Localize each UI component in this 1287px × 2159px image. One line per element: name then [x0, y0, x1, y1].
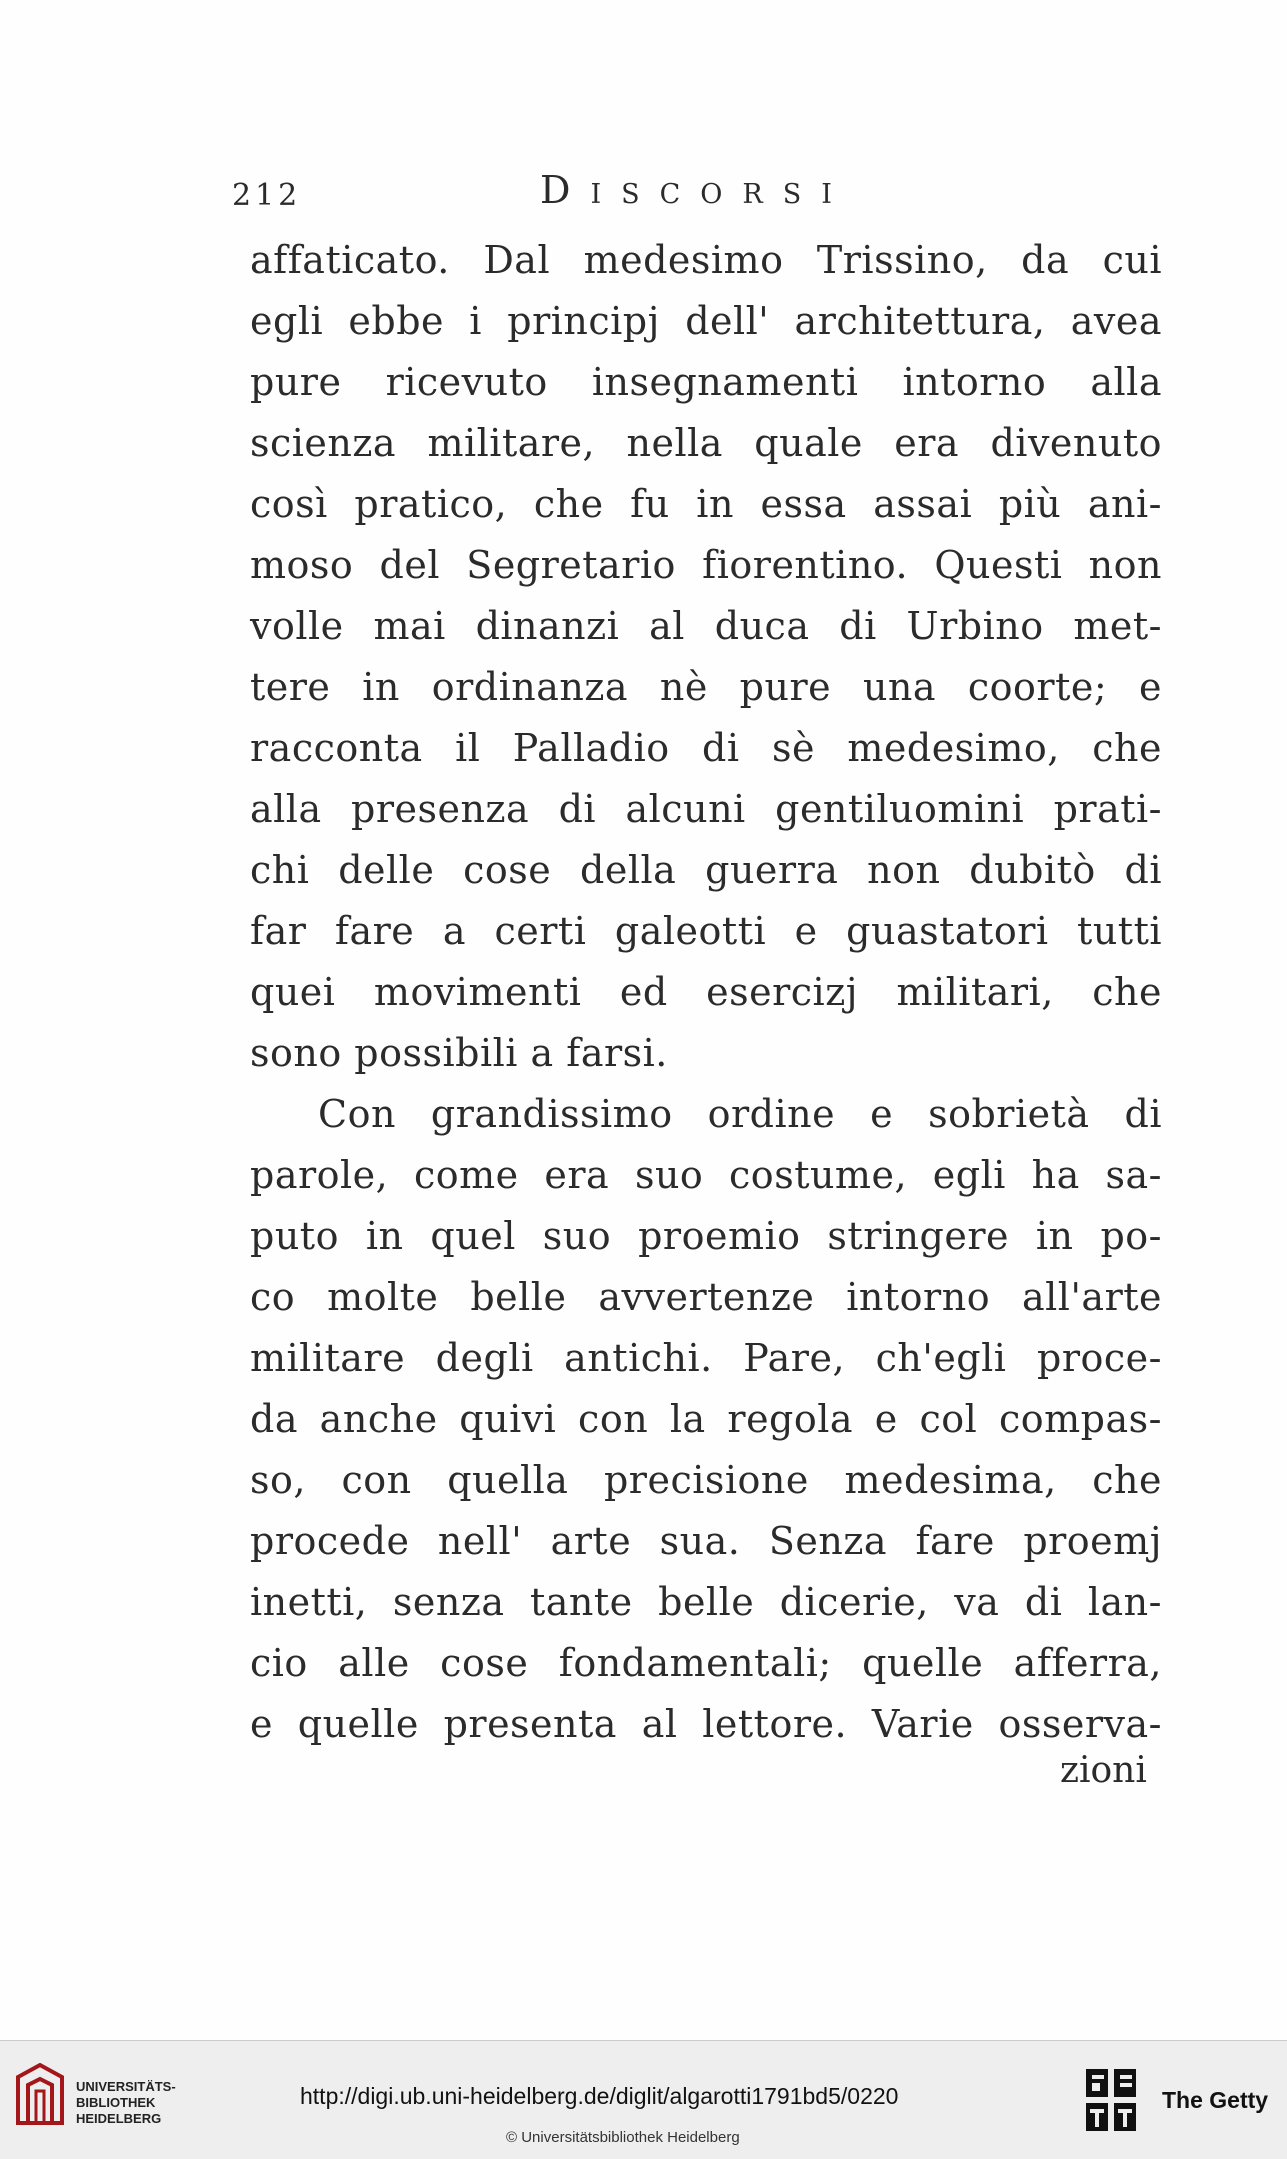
text-line: da anche quivi con la regola e col compas- — [250, 1397, 1162, 1441]
text-line: procede nell' arte sua. Senza fare proemj — [250, 1519, 1162, 1563]
text-line: far fare a certi galeotti e guastatori tutti — [250, 909, 1162, 953]
text-line: scienza militare, nella quale era divenuto — [250, 421, 1162, 465]
body-text — [250, 230, 1162, 1755]
university-library-logo-icon — [14, 2063, 66, 2125]
page-header — [232, 168, 1162, 218]
text-line: alla presenza di alcuni gentiluomini prati- — [250, 787, 1162, 831]
page-number: 212 — [232, 178, 302, 213]
text-line: tere in ordinanza nè pure una coorte; e — [250, 665, 1162, 709]
text-line: Con grandissimo ordine e sobrietà di — [318, 1092, 1162, 1136]
text-line: so, con quella precisione medesima, che — [250, 1458, 1162, 1502]
text-line: militare degli antichi. Pare, ch'egli proce- — [250, 1336, 1162, 1380]
text-line: pure ricevuto insegnamenti intorno alla — [250, 360, 1162, 404]
text-line: sono possibili a farsi. — [250, 1031, 668, 1075]
permalink[interactable]: http://digi.ub.uni-heidelberg.de/diglit/algarotti1791bd5/0220 — [300, 2083, 899, 2109]
text-line: egli ebbe i principj dell' architettura, avea — [250, 299, 1162, 343]
text-line: cio alle cose fondamentali; quelle afferra, — [250, 1641, 1162, 1685]
running-head: Discorsi — [540, 168, 852, 212]
text-line: parole, come era suo costume, egli ha sa- — [250, 1153, 1162, 1197]
university-library-name: UNIVERSITÄTS- BIBLIOTHEK HEIDELBERG — [76, 2079, 176, 2126]
text-line: racconta il Palladio di sè medesimo, che — [250, 726, 1162, 770]
text-line: chi delle cose della guerra non dubitò di — [250, 848, 1162, 892]
text-line: co molte belle avvertenze intorno all'arte — [250, 1275, 1162, 1319]
text-line: inetti, senza tante belle dicerie, va di lan- — [250, 1580, 1162, 1624]
partner-name: The Getty — [1162, 2087, 1269, 2113]
getty-logo-icon — [1084, 2067, 1138, 2133]
text-line: affaticato. Dal medesimo Trissino, da cui — [250, 238, 1162, 282]
viewer-footer — [0, 2040, 1287, 2159]
text-line: e quelle presenta al lettore. Varie osserva- — [250, 1702, 1162, 1746]
catchword: zioni — [1060, 1750, 1147, 1791]
text-line: volle mai dinanzi al duca di Urbino met- — [250, 604, 1162, 648]
text-line: così pratico, che fu in essa assai più ani- — [250, 482, 1162, 526]
text-line: moso del Segretario fiorentino. Questi non — [250, 543, 1162, 587]
text-line: quei movimenti ed esercizj militari, che — [250, 970, 1162, 1014]
text-line: puto in quel suo proemio stringere in po- — [250, 1214, 1162, 1258]
copyright-notice: © Universitätsbibliothek Heidelberg — [506, 2129, 740, 2146]
